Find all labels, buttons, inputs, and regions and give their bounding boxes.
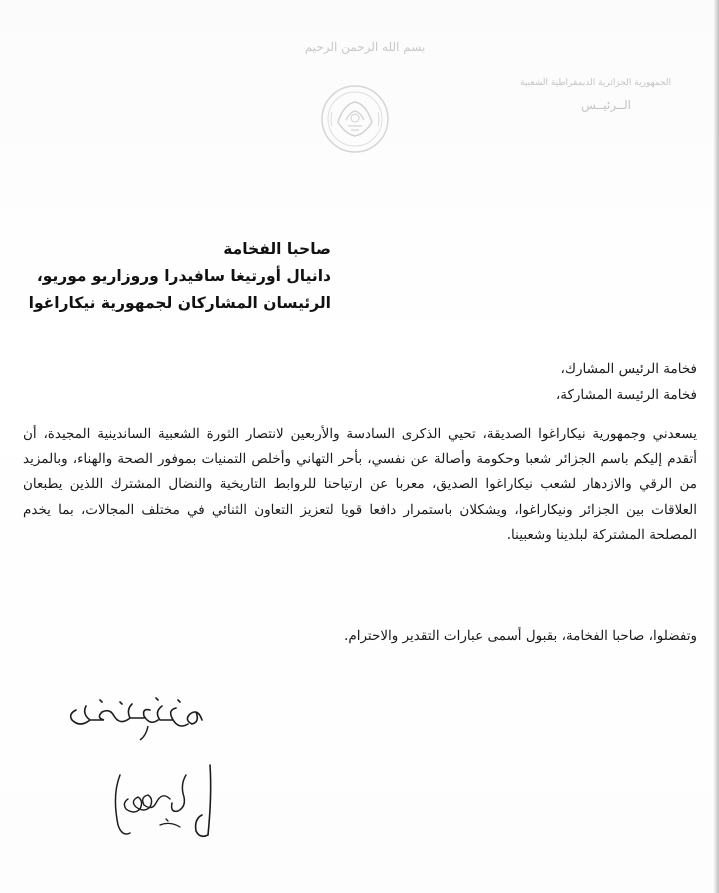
salutations-block [397,356,697,408]
signature-name-handwritten [60,690,210,750]
addressee-title: صاحبا الفخامة [223,240,331,258]
salutation-co-president-m: فخامة الرئيس المشارك، [560,361,697,377]
addressee-role: الرئيسان المشاركان لجمهورية نيكاراغوا [28,294,331,312]
letter-closing: وتفضلوا، صاحبا الفخامة، بقبول أسمى عبارات التقدير والاحترام. [344,628,697,644]
salutation-co-president-f: فخامة الرئيسة المشاركة، [555,387,697,403]
signature-scribble [100,755,250,845]
bismillah-header: بسم الله الرحمن الرحيم [304,40,426,54]
republic-line: الجمهورية الجزائرية الديمقراطية الشعبية [520,78,671,88]
office-line: الــرئيــس [581,98,631,112]
page-edge-shadow [713,0,719,893]
letterhead [431,78,671,112]
addressee-block [11,236,331,317]
state-emblem-seal [318,82,392,156]
letter-body-paragraph: يسعدني وجمهورية نيكاراغوا الصديقة، تحيي الذكرى السادسة والأربعين لانتصار الثورة الشعبية الساندينية المجيدة، أن أتقدم إليكم باسم الجزائر شعبا وحكومة وأصالة عن نفسي، بأحر التهاني وأخلص التمنيات بموفور الصحة والهناء، وبالمزيد من الرقي والازدهار لشعب نيكاراغوا الصديق، معربا عن ارتياحنا للروابط التاريخية والنضال المشترك اللذين يطبعان العلاقات بين الجزائر ونيكاراغوا، ويشكلان باستمرار دافعا قويا لتعزيز التعاون الثنائي في مختلف المجالات، بما يخدم المصلحة المشتركة لبلدينا وشعبينا. [23,426,697,543]
addressee-names: دانيال أورتيغا سافيدرا وروزاريو موريو، [36,267,331,285]
